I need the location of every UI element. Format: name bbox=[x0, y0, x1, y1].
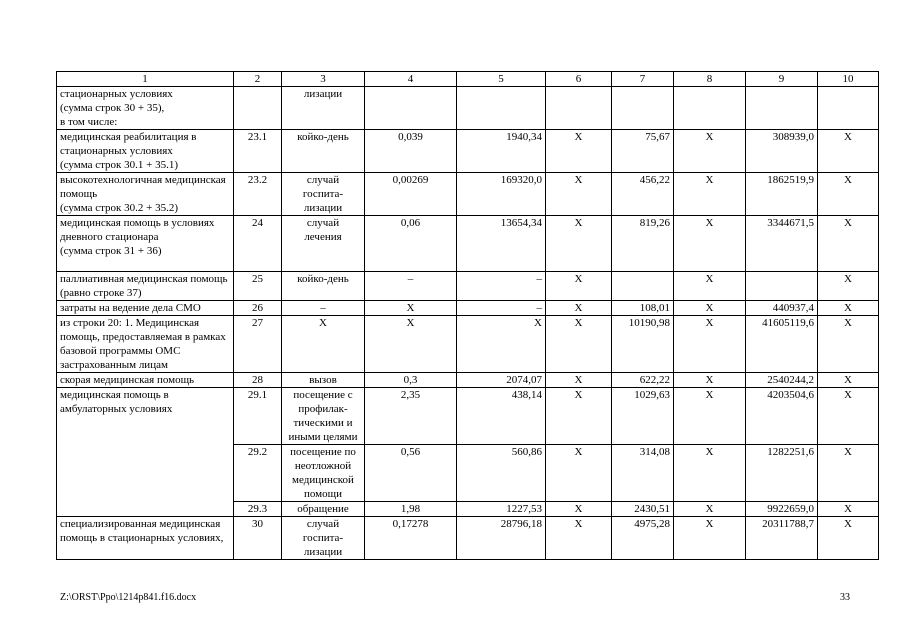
table-cell: X bbox=[674, 373, 746, 388]
table-cell: 819,26 bbox=[612, 216, 674, 272]
table-cell: X bbox=[546, 517, 612, 560]
file-path: Z:\ORST\Ppo\1214p841.f16.docx bbox=[60, 592, 197, 603]
table-cell: стационарных условиях (сумма строк 30 + 35), в том числе: bbox=[57, 87, 234, 130]
table-cell: 13654,34 bbox=[457, 216, 546, 272]
table-cell bbox=[457, 87, 546, 130]
table-cell: 25 bbox=[234, 272, 282, 301]
data-table bbox=[56, 71, 879, 560]
table-cell: X bbox=[674, 445, 746, 502]
table-cell: 438,14 bbox=[457, 388, 546, 445]
table-cell: 28 bbox=[234, 373, 282, 388]
table-cell: – bbox=[365, 272, 457, 301]
table-cell bbox=[746, 272, 818, 301]
table-cell: X bbox=[674, 517, 746, 560]
table-cell: 1282251,6 bbox=[746, 445, 818, 502]
table-cell: медицинская помощь в амбулаторных условиях bbox=[57, 388, 234, 517]
table-cell: койко-день bbox=[282, 272, 365, 301]
table-cell: X bbox=[546, 502, 612, 517]
table-cell bbox=[612, 272, 674, 301]
table-cell: 41605119,6 bbox=[746, 316, 818, 373]
page-number: 33 bbox=[840, 592, 850, 603]
table-cell: паллиативная медицинская помощь (равно строке 37) bbox=[57, 272, 234, 301]
table-cell: X bbox=[674, 301, 746, 316]
table-cell: X bbox=[674, 173, 746, 216]
table-cell: 29.2 bbox=[234, 445, 282, 502]
table-cell: случай госпита- лизации bbox=[282, 173, 365, 216]
table-cell: X bbox=[365, 316, 457, 373]
table-cell: из строки 20: 1. Медицинская помощь, предоставляемая в рамках базовой программы ОМС застрахованным лицам bbox=[57, 316, 234, 373]
table-cell: посещение с профилак- тическими и иными целями bbox=[282, 388, 365, 445]
table-cell: X bbox=[546, 216, 612, 272]
table-row bbox=[57, 301, 879, 316]
table-cell: лизации bbox=[282, 87, 365, 130]
table-cell: 1029,63 bbox=[612, 388, 674, 445]
table-cell: 2430,51 bbox=[612, 502, 674, 517]
table-row bbox=[57, 388, 879, 445]
table-cell: X bbox=[818, 216, 879, 272]
header-row bbox=[57, 72, 879, 87]
table-cell: X bbox=[546, 445, 612, 502]
table-cell: медицинская помощь в условиях дневного стационара (сумма строк 31 + 36) bbox=[57, 216, 234, 272]
header-cell: 3 bbox=[282, 72, 365, 87]
table-cell: 1,98 bbox=[365, 502, 457, 517]
table-cell: 0,039 bbox=[365, 130, 457, 173]
table-cell: X bbox=[546, 373, 612, 388]
table-cell: 456,22 bbox=[612, 173, 674, 216]
table-cell: X bbox=[674, 316, 746, 373]
table-cell: – bbox=[457, 301, 546, 316]
table-cell: X bbox=[546, 388, 612, 445]
header-cell: 2 bbox=[234, 72, 282, 87]
table-cell: 308939,0 bbox=[746, 130, 818, 173]
table-cell bbox=[546, 87, 612, 130]
table-cell: 75,67 bbox=[612, 130, 674, 173]
table-cell: X bbox=[818, 517, 879, 560]
header-cell: 9 bbox=[746, 72, 818, 87]
table-cell: 560,86 bbox=[457, 445, 546, 502]
table-cell: затраты на ведение дела СМО bbox=[57, 301, 234, 316]
table-cell: 1862519,9 bbox=[746, 173, 818, 216]
table-cell: 28796,18 bbox=[457, 517, 546, 560]
table-cell bbox=[612, 87, 674, 130]
header-cell: 8 bbox=[674, 72, 746, 87]
table-cell: X bbox=[674, 272, 746, 301]
table-cell: – bbox=[457, 272, 546, 301]
header-cell: 10 bbox=[818, 72, 879, 87]
table-cell: 1227,53 bbox=[457, 502, 546, 517]
table-cell: случай госпита- лизации bbox=[282, 517, 365, 560]
table-cell: X bbox=[674, 502, 746, 517]
table-cell: медицинская реабилитация в стационарных условиях (сумма строк 30.1 + 35.1) bbox=[57, 130, 234, 173]
table-cell: X bbox=[818, 316, 879, 373]
header-cell: 4 bbox=[365, 72, 457, 87]
table-cell: X bbox=[818, 502, 879, 517]
table-cell bbox=[818, 87, 879, 130]
header-cell: 7 bbox=[612, 72, 674, 87]
header-cell: 6 bbox=[546, 72, 612, 87]
table-cell: 1940,34 bbox=[457, 130, 546, 173]
table-cell: X bbox=[546, 316, 612, 373]
table-cell: 20311788,7 bbox=[746, 517, 818, 560]
table-cell: X bbox=[546, 301, 612, 316]
table-row bbox=[57, 216, 879, 272]
table-cell: 9922659,0 bbox=[746, 502, 818, 517]
table-row bbox=[57, 272, 879, 301]
table-cell: 314,08 bbox=[612, 445, 674, 502]
table-cell: 0,00269 bbox=[365, 173, 457, 216]
table-cell: 26 bbox=[234, 301, 282, 316]
table-cell: 622,22 bbox=[612, 373, 674, 388]
table-cell: койко-день bbox=[282, 130, 365, 173]
table-cell: посещение по неотложной медицинской помощи bbox=[282, 445, 365, 502]
table-cell: 10190,98 bbox=[612, 316, 674, 373]
table-row bbox=[57, 173, 879, 216]
table-cell bbox=[674, 87, 746, 130]
table-cell: вызов bbox=[282, 373, 365, 388]
table-cell: специализированная медицинская помощь в стационарных условиях, bbox=[57, 517, 234, 560]
table-cell: 108,01 bbox=[612, 301, 674, 316]
table-cell: X bbox=[546, 272, 612, 301]
table-cell: 29.1 bbox=[234, 388, 282, 445]
table-cell: 30 bbox=[234, 517, 282, 560]
table-cell: 0,17278 bbox=[365, 517, 457, 560]
table-row bbox=[57, 130, 879, 173]
table-cell: X bbox=[674, 216, 746, 272]
table-cell: 27 bbox=[234, 316, 282, 373]
table-cell: 0,06 bbox=[365, 216, 457, 272]
table-cell: высокотехнологичная медицинская помощь (сумма строк 30.2 + 35.2) bbox=[57, 173, 234, 216]
table-cell: 24 bbox=[234, 216, 282, 272]
table-cell: 23.1 bbox=[234, 130, 282, 173]
header-cell: 1 bbox=[57, 72, 234, 87]
table-cell: X bbox=[818, 373, 879, 388]
table-cell: X bbox=[365, 301, 457, 316]
table-cell: 4975,28 bbox=[612, 517, 674, 560]
table-cell bbox=[365, 87, 457, 130]
table-cell: X bbox=[818, 173, 879, 216]
table-row bbox=[57, 373, 879, 388]
table-cell: – bbox=[282, 301, 365, 316]
table-cell: X bbox=[818, 445, 879, 502]
table-cell: случай лечения bbox=[282, 216, 365, 272]
table-cell: 3344671,5 bbox=[746, 216, 818, 272]
table-cell: скорая медицинская помощь bbox=[57, 373, 234, 388]
header-cell: 5 bbox=[457, 72, 546, 87]
table-row bbox=[57, 87, 879, 130]
table-cell: X bbox=[818, 272, 879, 301]
table-cell: 169320,0 bbox=[457, 173, 546, 216]
table-cell: 0,56 bbox=[365, 445, 457, 502]
table-cell: 23.2 bbox=[234, 173, 282, 216]
table-cell: X bbox=[818, 301, 879, 316]
table-cell: 0,3 bbox=[365, 373, 457, 388]
table-cell: 2,35 bbox=[365, 388, 457, 445]
table-cell: 4203504,6 bbox=[746, 388, 818, 445]
table-cell: 29.3 bbox=[234, 502, 282, 517]
table-cell: 2540244,2 bbox=[746, 373, 818, 388]
table-cell bbox=[746, 87, 818, 130]
table-cell: 440937,4 bbox=[746, 301, 818, 316]
table-cell bbox=[234, 87, 282, 130]
table-cell: X bbox=[674, 130, 746, 173]
table-row bbox=[57, 517, 879, 560]
table-row bbox=[57, 316, 879, 373]
table-cell: X bbox=[818, 130, 879, 173]
table-cell: X bbox=[546, 130, 612, 173]
table-cell: X bbox=[546, 173, 612, 216]
table-cell: обращение bbox=[282, 502, 365, 517]
table-cell: X bbox=[457, 316, 546, 373]
table-cell: 2074,07 bbox=[457, 373, 546, 388]
table-cell: X bbox=[818, 388, 879, 445]
table-cell: X bbox=[282, 316, 365, 373]
table-cell: X bbox=[674, 388, 746, 445]
